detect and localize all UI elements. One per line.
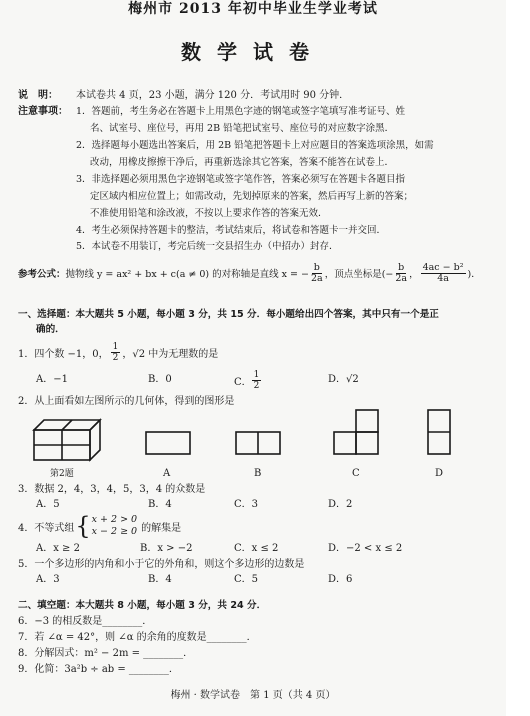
notice-line: 3．非选择题必须用黑色字迹钢笔或签字笔作答，答案必须写在答题卡各题目指 [76, 174, 406, 185]
fraction-denominator: 2 [253, 380, 260, 391]
fraction-denominator: 2 [112, 352, 119, 363]
q4-stem-part: 的解集是 [141, 522, 182, 534]
q5-option-c: C．5 [234, 574, 259, 585]
q1-option-a: A．−1 [36, 374, 68, 385]
section1-heading-cont: 确的． [36, 324, 65, 335]
notice-line: 2．选择题每小题选出答案后，用 2B 铅笔把答题卡上对应题目的答案选项涂黑，如需 [76, 140, 434, 151]
q1-fraction [111, 342, 121, 363]
exam-title: 梅州市 2013 年初中毕业生学业考试 [128, 1, 378, 17]
q1-option-d: D．√2 [328, 374, 359, 385]
notice-line: 定区域内相应位置上；如需改动，先划掉原来的答案，然后再写上新的答案； [90, 191, 414, 202]
option-c-figure [332, 408, 380, 456]
fraction-denominator: 2a [310, 272, 323, 284]
question-2-stem: 2．从上面看如左图所示的几何体，得到的图形是 [18, 396, 235, 407]
page-footer: 梅州 · 数学试卷 第 1 页（共 4 页） [170, 690, 336, 701]
fraction-numerator: 1 [112, 341, 119, 352]
formula-label: 参考公式： [18, 269, 66, 280]
figure-label: 第2题 [50, 469, 74, 479]
question-8: 8．分解因式：m² − 2m = ________． [18, 648, 194, 659]
notices-label: 注意事项： [18, 106, 68, 117]
right-margin [506, 0, 530, 716]
question-7: 7．若 ∠α = 42°，则 ∠α 的余角的度数是________． [18, 632, 257, 643]
notes-label: 说 明： [18, 90, 58, 101]
option-d-figure [426, 408, 452, 456]
question-6: 6．−3 的相反数是________． [18, 616, 153, 627]
notice-line: 4．考生必须保持答题卡的整洁，考试结束后，将试卷和答题卡一并交回． [76, 225, 387, 236]
subject-title: 数学试卷 [181, 40, 325, 64]
q4-option-a: A．x ≥ 2 [36, 543, 80, 554]
option-a-figure [144, 430, 192, 456]
notice-line: 不准使用铅笔和涂改液，不按以上要求作答的答案无效． [90, 208, 328, 219]
reference-formula [18, 258, 481, 288]
option-label: C． [234, 376, 252, 388]
vertex-text: ，顶点坐标是(− [324, 269, 394, 280]
notes-text: 本试卷共 4 页，23 小题，满分 120 分．考试用时 90 分钟． [76, 90, 350, 101]
section1-heading: 一、选择题：本大题共 5 小题，每小题 3 分，共 15 分．每小题给出四个答案，其中只有一个是正 [18, 309, 439, 320]
axis-fraction [311, 263, 323, 284]
fraction-numerator: b [398, 261, 405, 273]
fraction-denominator: 4a [437, 272, 449, 284]
q1-stem-part: ，√2 中为无理数的是 [122, 348, 219, 360]
q5-option-a: A．3 [36, 574, 60, 585]
inequality-1: x + 2 > 0 [91, 514, 138, 525]
option-b-figure [234, 430, 282, 456]
q1-option-b: B．0 [148, 374, 172, 385]
inequality-system [92, 514, 137, 538]
q3-option-b: B．4 [148, 499, 172, 510]
question-3-stem: 3．数据 2，4，3，4，5，3，4 的众数是 [18, 484, 206, 495]
q3-option-d: D．2 [328, 499, 353, 510]
formula-text: 抛物线 y = ax² + bx + c(a ≠ 0) 的对称轴是直线 x = − [65, 269, 309, 280]
q4-option-c: C．x ≤ 2 [234, 543, 279, 554]
fraction-numerator: 4ac − b² [422, 261, 464, 273]
question-4-stem [18, 513, 181, 539]
brace-icon: { [75, 512, 91, 540]
q1-option-c [234, 368, 261, 392]
fraction-numerator: 1 [253, 369, 260, 380]
inequality-2: x − 2 ≥ 0 [91, 526, 138, 537]
q4-option-d: D．−2 < x ≤ 2 [328, 543, 403, 554]
solid-figure [32, 416, 102, 464]
vertex-y-fraction [421, 263, 466, 284]
q1-c-fraction [252, 370, 262, 391]
notice-line: 改动，用橡皮擦擦干净后，再重新选涂其它答案，答案不能答在试卷上． [90, 157, 395, 168]
formula-close: )． [467, 269, 481, 280]
q3-option-a: A．5 [36, 499, 60, 510]
q4-option-b: B．x > −2 [140, 543, 193, 554]
question-1-stem [18, 340, 218, 364]
vertex-x-fraction [395, 263, 407, 284]
notice-line: 名、试室号、座位号，再用 2B 铅笔把试室号、座位号的对应数字涂黑． [90, 123, 395, 134]
section2-heading: 二、填空题：本大题共 8 小题，每小题 3 分，共 24 分． [18, 600, 267, 611]
q2-option-d-label: D [435, 468, 444, 479]
q3-option-c: C．3 [234, 499, 259, 510]
fraction-denominator: 2a [395, 272, 408, 284]
fraction-numerator: b [313, 261, 320, 273]
q2-option-b-label: B [254, 468, 262, 479]
q2-option-c-label: C [352, 468, 360, 479]
q2-option-a-label: A [163, 468, 171, 479]
question-5-stem: 5．一个多边形的内角和小于它的外角和，则这个多边形的边数是 [18, 559, 305, 570]
vertex-separator: ， [409, 269, 419, 280]
q5-option-b: B．4 [148, 574, 172, 585]
notice-line: 5．本试卷不用装订，考完后统一交县招生办（中招办）封存． [76, 241, 339, 252]
question-9: 9．化简：3a²b ÷ ab = ________． [18, 664, 179, 675]
q5-option-d: D．6 [328, 574, 353, 585]
q4-stem-part: 4．不等式组 [18, 522, 75, 534]
notice-line: 1．答题前，考生务必在答题卡上用黑色字迹的钢笔或签字笔填写准考证号、姓 [76, 106, 406, 117]
q1-stem-part: 1．四个数 −1，0， [18, 348, 109, 360]
